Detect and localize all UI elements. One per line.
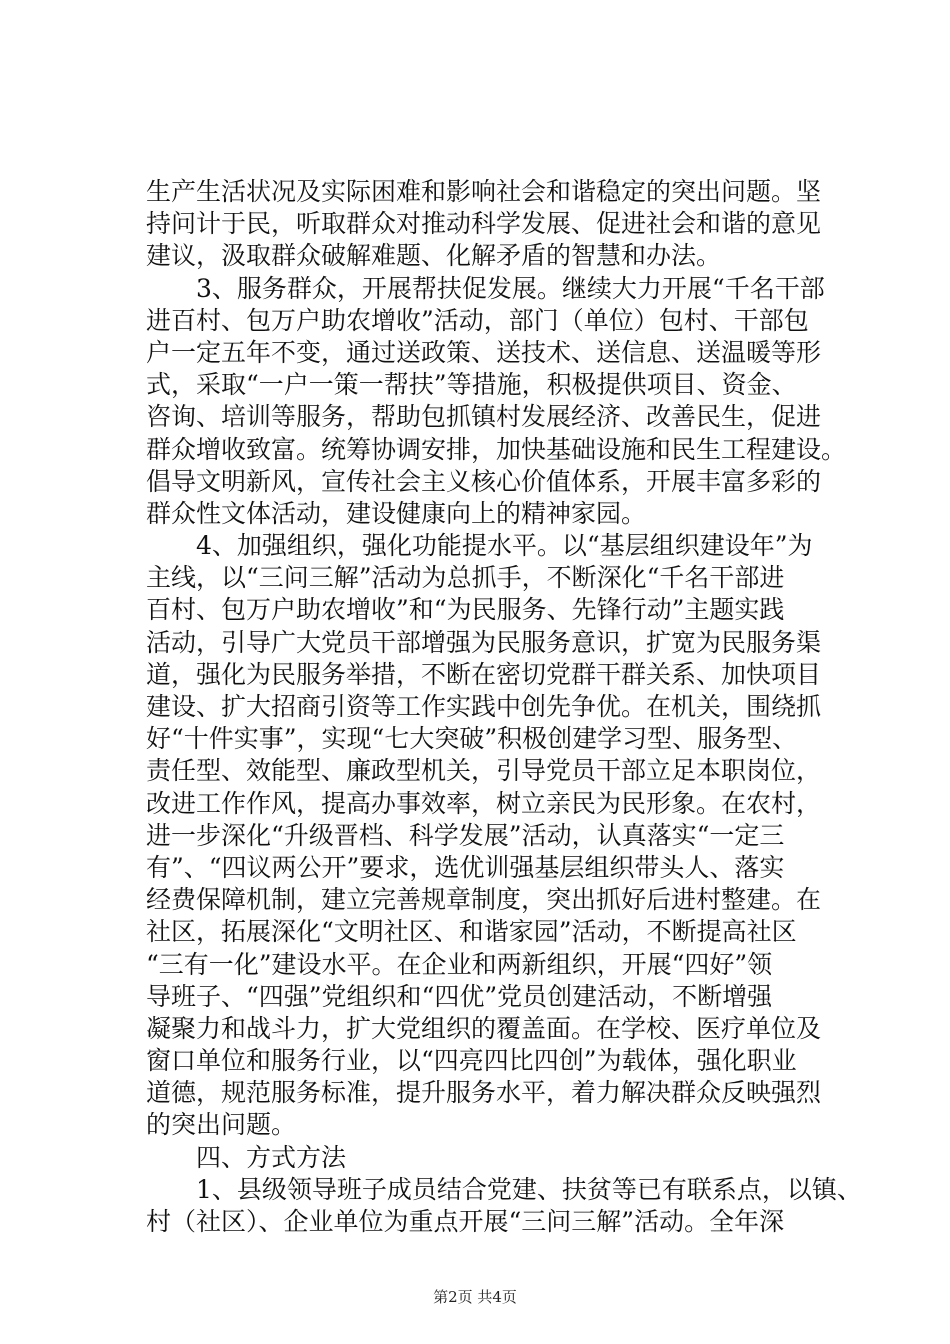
text-line: 倡导文明新风，宣传社会主义核心价值体系，开展丰富多彩的 [146, 466, 822, 496]
text-line: 进一步深化“升级晋档、科学发展”活动，认真落实“一定三 [146, 820, 785, 850]
text-line: 责任型、效能型、廉政型机关，引导党员干部立足本职岗位， [146, 756, 822, 786]
text-line: 群众增收致富。统筹协调安排，加快基础设施和民生工程建设。 [146, 434, 847, 464]
text-line: 经费保障机制，建立完善规章制度，突出抓好后进村整建。在 [146, 885, 822, 915]
text-line: 式，采取“一户一策一帮扶”等措施，积极提供项目、资金、 [146, 370, 797, 400]
page-footer: 第2页 共4页 [433, 1288, 517, 1306]
text-line: 生产生活状况及实际困难和影响社会和谐稳定的突出问题。坚 [146, 177, 822, 206]
text-line: 咨询、培训等服务，帮助包抓镇村发展经济、改善民生，促进 [146, 402, 822, 432]
text-line: 导班子、“四强”党组织和“四优”党员创建活动，不断增强 [146, 981, 773, 1011]
text-line: 改进工作作风，提高办事效率，树立亲民为民形象。在农村， [146, 788, 822, 818]
text-line: 凝聚力和战斗力，扩大党组织的覆盖面。在学校、医疗单位及 [146, 1013, 822, 1043]
text-line: 四、方式方法 [196, 1142, 347, 1172]
text-line: 群众性文体活动，建设健康向上的精神家园。 [146, 498, 647, 528]
text-line: 活动，引导广大党员干部增强为民服务意识，扩宽为民服务渠 [146, 627, 822, 657]
text-line: 窗口单位和服务行业，以“四亮四比四创”为载体，强化职业 [146, 1046, 797, 1076]
text-line: “三有一化”建设水平。在企业和两新组织，开展“四好”领 [146, 949, 773, 979]
text-line: 百村、包万户助农增收”和“为民服务、先锋行动”主题实践 [146, 595, 785, 625]
text-line: 道德，规范服务标准，提升服务水平，着力解决群众反映强烈 [146, 1078, 822, 1108]
text-line: 1、县级领导班子成员结合党建、扶贫等已有联系点，以镇、 [196, 1174, 862, 1204]
text-line: 建议，汲取群众破解难题、化解矛盾的智慧和办法。 [146, 241, 722, 271]
document-body [146, 176, 862, 1238]
text-line: 有”、“四议两公开”要求，选优训强基层组织带头人、落实 [146, 852, 785, 882]
text-line: 建设、扩大招商引资等工作实践中创先争优。在机关，围绕抓 [146, 692, 822, 721]
text-line: 村（社区）、企业单位为重点开展“三问三解”活动。全年深 [146, 1207, 785, 1236]
text-line: 进百村、包万户助农增收”活动，部门（单位）包村、干部包 [146, 305, 809, 335]
text-line: 主线，以“三问三解”活动为总抓手，不断深化“千名干部进 [146, 563, 785, 593]
text-line: 3、服务群众，开展帮扶促发展。继续大力开展“千名干部 [196, 273, 825, 303]
text-line: 好“十件实事”，实现“七大突破”积极创建学习型、服务型、 [146, 724, 798, 754]
text-line: 道，强化为民服务举措，不断在密切党群干群关系、加快项目 [146, 659, 822, 689]
text-line: 的突出问题。 [146, 1110, 297, 1140]
text-line: 社区，拓展深化“文明社区、和谐家园”活动，不断提高社区 [146, 917, 797, 947]
text-line: 户一定五年不变，通过送政策、送技术、送信息、送温暖等形 [146, 337, 822, 367]
text-line: 4、加强组织，强化功能提水平。以“基层组织建设年”为 [196, 531, 813, 561]
text-line: 持问计于民，听取群众对推动科学发展、促进社会和谐的意见 [146, 209, 822, 239]
